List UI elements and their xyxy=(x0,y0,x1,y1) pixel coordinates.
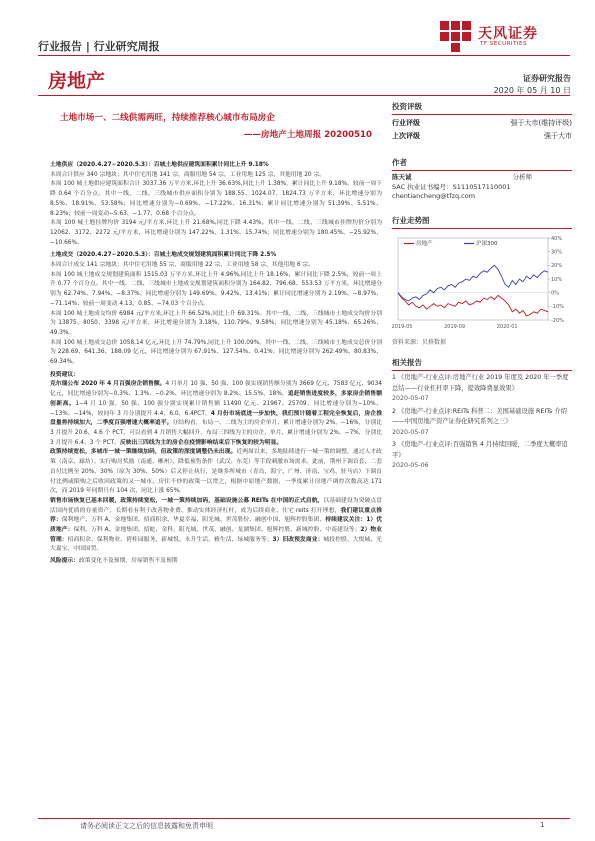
text: 保利、万科 A、金地集团、招蛇、金科、阳光城、世茂、融创、龙湖集团、旭辉控股、新城控股、中南建设等； xyxy=(73,527,361,534)
related-section-bar xyxy=(392,370,572,371)
paragraph xyxy=(50,497,382,555)
related-section-title: 相关报告 xyxy=(392,358,422,367)
related-list xyxy=(392,373,572,472)
company-logo xyxy=(436,17,566,55)
legend-label: 房地产 xyxy=(416,241,433,247)
headline xyxy=(60,110,380,144)
x-tick-label: 2020-01 xyxy=(496,324,518,330)
section-heading-transaction: 土地成交（2020.4.27−2020.5.3）：百城土地成交规划建筑面积累计同比下降 2.5% xyxy=(50,252,277,259)
related-item-title[interactable]: 2 《房地产-行业点评:REITs 科普二：美国基础设施 REITs 介绍——中国房地产资产证券化研究系列之三》 xyxy=(392,407,567,425)
paragraph: 本周 100 城土地供应建筑面积合计 3037.36 万平方米,环比上升 36.63%,同比上升 1.38%，累计同比上升 9.18%。较前一周下降 0.64 个百分点。其中一线、二线、三线城市供应面积分别为 188.55、1024.07、1824.73 万平方米，环比增速分别为 8.5%、18.91%、53.58%；同比增速分别为−0.69%、−17.22%、16.31%；累计同比增速分别为 51.39%、5.51%、8.23%；较前一周变动−5.63、−1.77、0.68 个百分点。 xyxy=(50,181,382,217)
trend-chart xyxy=(392,232,570,332)
paragraph: 本周 100 城土地成交均价 6984 元/平方米,环比上升 66.52%,同比上升 69.31%。其中一线、二线、三线城市土地成交均价分别为 13875、8050、3398 元/平方米，环比增速分别为 3.18%、110.79%、9.58%；同比增速分别为 45.18%、65.26%、49.3%。 xyxy=(50,310,382,336)
section-heading-advice: 投资建议： xyxy=(50,371,79,378)
headline-sub: ——房地产土地周报 20200510 xyxy=(243,130,372,140)
y-tick-label: -20% xyxy=(551,317,564,324)
bold-text: 反映出三四线为主的房企在疫情影响结束后下恢复的较为明显。 xyxy=(119,439,283,446)
paragraph: 本周合计成交 141 宗地块；其中住宅用地 55 宗，商服用地 22 宗，工业用地 58 宗，其他用地 6 宗。 xyxy=(50,262,314,269)
paragraph: 本周 100 城土地挂牌均价 3194 元/平方米,环比上升 21.68%,同比下降 4.43%。其中一线、二线、三线城市挂牌均价分别为 12062、3172、2272 元/平方米，环比增速分别为 147.22%、1.31%、15.74%；同比增速分别为 180.45%、−25.92%、−10.66%。 xyxy=(50,220,382,246)
related-item-title[interactable]: 3 《房地产-行业点评:百强销售 4 月持续回暖，二季度大概率追平》 xyxy=(392,441,568,459)
risk-paragraph xyxy=(50,557,382,567)
rating-panel xyxy=(392,101,572,143)
text: 以基础建设为突破点盘活国内优质的存量资产，长期看有利于改善物业费、推动实体经济杠杆，成为后续商业、住宅 reits 打开理想， xyxy=(50,497,382,514)
x-tick-label: 2019-05 xyxy=(392,324,413,330)
legend-label: 沪深300 xyxy=(476,241,498,247)
bold-text: 3）旧改预发商业： xyxy=(272,536,324,543)
rating-section-bar xyxy=(392,114,572,115)
text: 1−4 月 10 强、50 强、100 强分别实现累计销售额 11490 亿元、21967、25709，同比增速分别为−10%、−13%、−14%，较同年 3 月分别提升 4.4、6.0、6.4PCT， xyxy=(50,400,382,417)
header-divider xyxy=(38,55,570,56)
x-tick-label: 2019-09 xyxy=(444,324,466,330)
rating-label: 行业评级 xyxy=(392,119,420,127)
y-tick-label: 0% xyxy=(551,290,559,297)
trend-panel xyxy=(392,215,572,229)
related-item-date: 2020-05-07 xyxy=(392,428,429,436)
text: 4 月单月 10 强、50 强、100 强实现销售额分别为 3669 亿元、7583 亿元、9034 亿元，同比增速分别为−0.3%、1.3%、−0.2%，环比增速分别为 8.2%、15.5%、18%， xyxy=(50,381,382,398)
risk-label: 风险提示： xyxy=(50,558,79,565)
bold-text: 持续建议关注：1）优质地产： xyxy=(50,517,382,534)
related-item[interactable] xyxy=(392,440,572,472)
page-number: 1 xyxy=(540,821,545,829)
industry-title: 房地产 xyxy=(48,70,106,92)
author-sac: SAC 执业证书编号：S1110517110001 xyxy=(392,182,511,191)
author-section-title: 作者 xyxy=(392,158,407,167)
related-item-title[interactable]: 1 《房地产-行业点评:房地产行业 2019 年度及 2020 年一季度总结——行业杠杆率下降，提效降费显效果》 xyxy=(392,374,569,392)
author-panel xyxy=(392,157,572,202)
paragraph: 本周合计供应 340 宗地块；其中住宅用地 141 宗，商服用地 54 宗，工业用地 125 宗，其他用地 20 宗。 xyxy=(50,171,326,178)
bold-text: 4 月份市场底进一步加快，我们预计随着工程完全恢复后，房企推盘量将持续加大，二季度百强增速大概率追平。 xyxy=(50,410,382,427)
logo-subtext: TF SECURITIES xyxy=(480,41,527,47)
chart-source: 资料来源：贝格数据 xyxy=(392,339,447,346)
author-role: 分析师 xyxy=(512,173,532,181)
text: 城投控股、大悦城、光大嘉宝、中国国贸。 xyxy=(50,536,382,553)
footer-divider xyxy=(38,818,570,819)
text: 分结构看，布局一、二线为主的房企单月、累计增速分别为 2%、−16%，分别比 3 月提升 20.6、4.6 个 PCT，可以看到 4 月销售大幅回升，布局三四线为主的房企，单月、累计增速分别为 2%、−7%，分别比 3 月提升 6.4、3 个 PCT， xyxy=(50,420,382,446)
bold-text: 克尔瑞公布 2020 年 4 月百强房企销售额。 xyxy=(50,381,166,388)
bold-text: 追赶销售进度较多，多家房企销售额创新高。 xyxy=(50,391,382,407)
related-panel xyxy=(392,357,572,472)
related-item[interactable] xyxy=(392,373,572,405)
y-tick-label: 30% xyxy=(551,249,563,256)
author-section-bar xyxy=(392,170,572,171)
main-body xyxy=(50,158,382,567)
rating-value: 强于大市 xyxy=(544,132,572,140)
paragraph xyxy=(50,380,382,448)
risk-text: 政策变化不及预期，房屋销售不及预期 xyxy=(79,558,178,565)
trend-section-title: 行业走势图 xyxy=(392,216,430,225)
title-divider xyxy=(38,95,570,96)
author-name-row xyxy=(392,173,532,183)
section-heading-supply: 土地供应（2020.4.27−2020.5.3）：百城土地供应建筑面积累计同比上升 9.18% xyxy=(50,162,269,168)
logo-mark-icon xyxy=(436,17,474,55)
bold-text: 我们建议重点推荐： xyxy=(50,507,382,524)
paragraph: 本周 100 城土地成交总价 1058.14 亿元,环比上升 74.79%,同比上升 100.09%。其中一线、二线、三线城市土地成交总价分别为 228.69、641.36、188.09 亿元，环比增速分别为 67.91%、127.54%、0.41%；同比增速分别为 262.49%、80.83%、69.34%。 xyxy=(50,339,382,366)
text: 招商积余、保利物业、碧桂园服务、新城悦、永升生活、雅生活、绿城服务等； xyxy=(67,536,273,543)
rating-row-industry xyxy=(392,117,572,130)
footer-disclaimer: 请务必阅读正文之后的信息披露和免责申明 xyxy=(80,822,213,830)
text: 保利地产、万科 A、金地集团、招商积余、华夏幸福、阳光城、世茂股份、融创中国、旭辉控股集团， xyxy=(61,517,326,524)
paragraph xyxy=(50,448,382,497)
report-category: 行业报告 | 行业研究周报 xyxy=(38,40,160,53)
related-item-date: 2020-05-06 xyxy=(392,462,429,469)
y-tick-label: 40% xyxy=(551,235,563,242)
author-email[interactable]: chentiancheng@tfzq.com xyxy=(392,192,476,200)
author-name: 陈天诚 xyxy=(392,173,412,181)
related-item-date: 2020-05-07 xyxy=(392,395,429,402)
rating-section-title: 投资评级 xyxy=(392,102,422,111)
paragraph: 本周 100 城土地成交规划建筑面积 1515.03 万平方米,环比上升 4.96%,同比上升 18.16%，累计同比下降 2.5%，较前一周上升 0.77 个百分点。其中一线、二线、三线城市土地成交规划建筑面积分别为 164.82、796.68、553.53 万平方米，环比增速分别为 62.74%、7.94%、−8.37%；同比增速分别为 149.69%、9.42%、13.41%；累计同比增速分别为 2.19%、−8.97%、−71.14%；较前一周变动 4.13、0.85、−74.03 个百分点。 xyxy=(50,271,382,307)
bold-text: 政策持续宽松，多城市一城一策继续加码，但政策的深度调整仍未出现。 xyxy=(50,449,237,456)
chart-frame xyxy=(398,238,548,320)
bold-text: 2）物业管理： xyxy=(50,527,382,543)
related-item[interactable] xyxy=(392,407,572,439)
bold-text: 销售市场恢复已基本回暖，政策持续宽松，一城一策持续加码，基础设施公募 REITs 在中国的正式启航， xyxy=(50,497,324,504)
report-date: 2020 年 05 月 10 日 xyxy=(493,86,571,95)
text: 近两周以来，多地陆续进行一城一策的调整，通过人才政策（南京、廊坊）、实行购房奖励（南通、郴州）、降低预售条件（武汉、东莞）等手段刺激市场需求。此前，荆州下调首套、二套首付比例至 20%、30%（原为 30%、50%）后又停止执行，是继多所城市（青岛、海宁、广州、济南、宝鸡、驻马店）下调首付比例或限购之后收回政策的又一城市。房住不炒的政策一以贯之，根据中原地产数据，一季度累计房地产调控次数高达 171 次，而 2019 年同期只有 104 次，同比上涨 65%。 xyxy=(50,449,382,495)
rating-value: 强于大市(维持评级) xyxy=(510,119,572,127)
series-line-1 xyxy=(398,293,548,316)
y-tick-label: -10% xyxy=(551,304,564,311)
series-line-2 xyxy=(398,265,548,301)
logo-text: 天风证券 xyxy=(478,26,538,42)
y-tick-label: 10% xyxy=(551,276,563,283)
rating-label: 上次评级 xyxy=(392,132,420,140)
y-tick-label: 20% xyxy=(551,263,563,270)
rating-row-previous xyxy=(392,130,572,143)
trend-chart-svg xyxy=(392,232,570,332)
report-type: 证券研究报告 xyxy=(523,74,571,83)
trend-section-bar xyxy=(392,228,572,229)
headline-main: 土地市场一、二线供需两旺，持续推荐核心城市布局房企 xyxy=(60,113,275,123)
